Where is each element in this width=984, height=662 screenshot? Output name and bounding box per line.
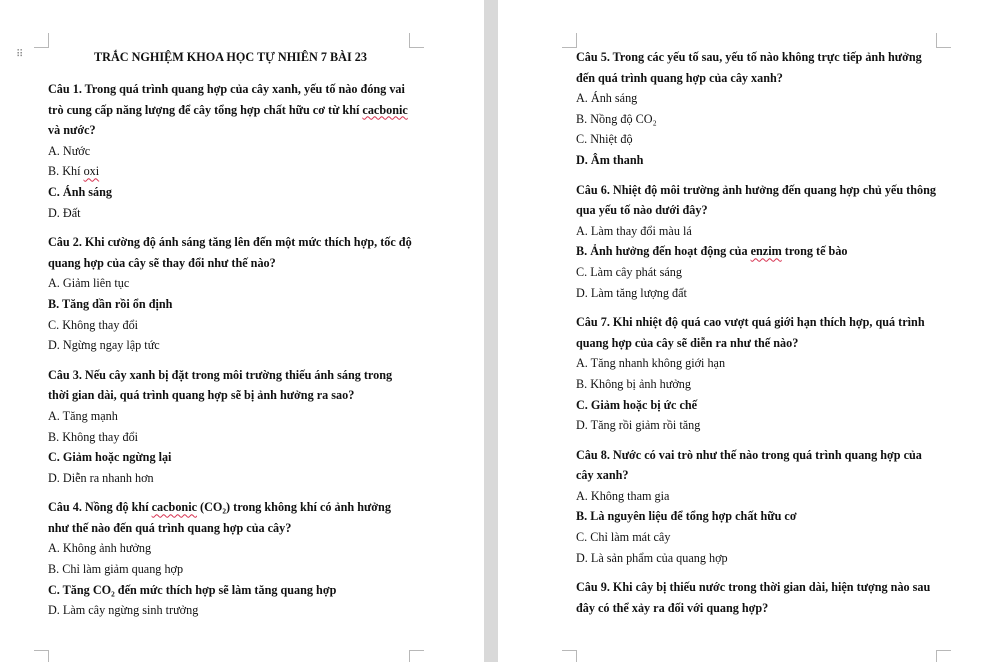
crop-mark-bottom-left	[34, 650, 49, 662]
answer-option	[576, 353, 941, 374]
answer-option-correct	[48, 182, 413, 203]
option-text-part: trong tế bào	[781, 244, 848, 259]
option-text-part: B. Khí	[48, 164, 84, 179]
option-text-part: C. Tăng CO₂ đến mức thích hợp sẽ làm tăng quang hợp	[48, 582, 337, 597]
answer-option	[576, 486, 941, 507]
option-text-part: B. Nồng độ CO₂	[576, 111, 657, 126]
option-text-part: A. Làm thay đổi màu lá	[576, 223, 692, 238]
answer-option	[576, 109, 941, 130]
question-text-part: Câu 3. Nếu cây xanh bị đặt trong môi trường thiếu ánh sáng trong thời gian dài, quá trình quang hợp sẽ bị ảnh hưởng ra sao?	[48, 367, 393, 403]
answer-option	[48, 141, 413, 162]
answer-option	[48, 273, 413, 294]
answer-option	[48, 335, 413, 356]
option-text-part: A. Không ảnh hưởng	[48, 541, 152, 556]
question-block	[576, 47, 941, 171]
question-text-part: Câu 7. Khi nhiệt độ quá cao vượt quá giới hạn thích hợp, quá trình quang hợp của cây sẽ diễn ra như thế nào?	[576, 315, 925, 350]
question-block	[48, 79, 413, 223]
answer-option	[576, 527, 941, 548]
spell-check-word: cacbonic	[151, 500, 197, 515]
crop-mark-top-left	[34, 33, 49, 48]
question-text-part: Câu 9. Khi cây bị thiếu nước trong thời gian dài, hiện tượng nào sau đây có thể xảy ra đối với quang hợp?	[576, 580, 931, 615]
option-text-part: C. Ánh sáng	[48, 184, 113, 199]
question-text-part: và nước?	[48, 123, 96, 138]
question-block	[48, 232, 413, 356]
answer-option-correct	[48, 580, 413, 601]
option-text-part: D. Làm tăng lượng đất	[576, 285, 687, 300]
option-text-part: C. Làm cây phát sáng	[576, 264, 682, 279]
answer-option	[48, 427, 413, 448]
question-block	[48, 365, 413, 489]
answer-option-correct	[576, 150, 941, 171]
question-block	[576, 445, 941, 569]
answer-option	[48, 406, 413, 427]
question-list-left	[48, 79, 413, 621]
page-body-left	[48, 47, 413, 630]
answer-option	[48, 468, 413, 489]
answer-option	[48, 538, 413, 559]
option-text-part: C. Giảm hoặc bị ức chế	[576, 397, 698, 412]
option-text-part: D. Đất	[48, 205, 81, 220]
question-text-part: Câu 6. Nhiệt độ môi trường ảnh hưởng đến quang hợp chủ yếu thông qua yếu tố nào dưới đây?	[576, 182, 936, 218]
document-page-left[interactable]	[0, 0, 484, 662]
answer-option	[576, 283, 941, 304]
question-block	[576, 577, 941, 618]
answer-option	[48, 315, 413, 336]
answer-option	[576, 548, 941, 569]
question-text	[576, 445, 941, 486]
question-text	[576, 577, 941, 618]
option-text-part: D. Âm thanh	[576, 152, 644, 167]
option-text-part: A. Giảm liên tục	[48, 276, 130, 291]
question-text	[48, 79, 413, 141]
option-text-part: D. Làm cây ngừng sinh trưởng	[48, 603, 199, 618]
option-text-part: A. Tăng mạnh	[48, 408, 118, 423]
document-title: TRẮC NGHIỆM KHOA HỌC TỰ NHIÊN 7 BÀI 23	[94, 50, 367, 64]
option-text-part: B. Là nguyên liệu để tổng hợp chất hữu cơ	[576, 509, 797, 524]
option-text-part: C. Giảm hoặc ngừng lại	[48, 450, 172, 465]
option-text-part: D. Diễn ra nhanh hơn	[48, 470, 154, 485]
option-text-part: B. Không thay đổi	[48, 429, 139, 444]
question-list-right	[576, 47, 941, 618]
answer-option	[576, 374, 941, 395]
answer-option	[48, 600, 413, 621]
option-text-part: D. Tăng rồi giảm rồi tăng	[576, 418, 701, 433]
option-text-part: B. Không bị ảnh hưởng	[576, 376, 691, 391]
page-gutter	[484, 0, 498, 662]
answer-option	[576, 415, 941, 436]
crop-mark-bottom-right	[409, 650, 424, 662]
crop-mark-bottom-right	[936, 650, 951, 662]
spell-check-word: oxi	[83, 164, 100, 179]
option-text-part: A. Không tham gia	[576, 488, 670, 503]
answer-option-correct	[576, 395, 941, 416]
crop-mark-top-right	[936, 33, 951, 48]
question-text-part: Câu 2. Khi cường độ ánh sáng tăng lên đến một mức thích hợp, tốc độ quang hợp của cây sẽ thay đổi như thế nào?	[48, 235, 412, 270]
answer-option-correct	[576, 241, 941, 262]
question-block	[576, 312, 941, 436]
answer-option	[48, 203, 413, 224]
question-text-part: Câu 8. Nước có vai trò như thế nào trong quá trình quang hợp của cây xanh?	[576, 447, 922, 483]
option-text-part: B. Ảnh hưởng đến hoạt động của	[576, 244, 751, 259]
answer-option-correct	[48, 447, 413, 468]
question-text	[48, 365, 413, 406]
question-text-part: Câu 5. Trong các yếu tố sau, yếu tố nào không trực tiếp ảnh hưởng đến quá trình quang hợp của cây xanh?	[576, 50, 922, 85]
answer-option	[48, 161, 413, 182]
question-text-part: (CO₂) trong không khí có ảnh hưởng như thế nào đến quá trình quang hợp của cây?	[48, 500, 391, 535]
answer-option	[576, 129, 941, 150]
answer-option-correct	[48, 294, 413, 315]
option-text-part: C. Không thay đổi	[48, 317, 139, 332]
question-text	[576, 312, 941, 353]
drag-handle-icon[interactable]: ⠿	[16, 49, 25, 60]
answer-option	[48, 559, 413, 580]
spell-check-word: enzim	[750, 244, 782, 259]
answer-option	[576, 88, 941, 109]
option-text-part: B. Chỉ làm giảm quang hợp	[48, 562, 184, 577]
option-text-part: A. Nước	[48, 143, 91, 158]
question-block	[48, 497, 413, 621]
question-text	[48, 232, 413, 273]
option-text-part: A. Tăng nhanh không giới hạn	[576, 356, 726, 371]
question-text	[576, 180, 941, 221]
answer-option	[576, 262, 941, 283]
question-text-part: Câu 4. Nồng độ khí	[48, 500, 152, 515]
document-page-right[interactable]	[498, 0, 984, 662]
option-text-part: C. Nhiệt độ	[576, 132, 633, 147]
option-text-part: C. Chỉ làm mát cây	[576, 530, 671, 545]
question-text-part: Câu 1. Trong quá trình quang hợp của cây xanh, yếu tố nào đóng vai trò cung cấp năng lượng để cây tổng hợp chất hữu cơ từ khí	[48, 82, 405, 117]
page-body-right	[576, 47, 941, 627]
answer-option	[576, 221, 941, 242]
question-text	[48, 497, 413, 538]
option-text-part: A. Ánh sáng	[576, 91, 638, 106]
question-block	[576, 180, 941, 304]
option-text-part: D. Là sản phẩm của quang hợp	[576, 550, 728, 565]
crop-mark-bottom-left	[562, 650, 577, 662]
question-text	[576, 47, 941, 88]
spell-check-word: cacbonic	[362, 102, 408, 117]
crop-mark-top-right	[409, 33, 424, 48]
crop-mark-top-left	[562, 33, 577, 48]
option-text-part: B. Tăng dần rồi ổn định	[48, 296, 173, 311]
option-text-part: D. Ngừng ngay lập tức	[48, 338, 160, 353]
answer-option-correct	[576, 506, 941, 527]
